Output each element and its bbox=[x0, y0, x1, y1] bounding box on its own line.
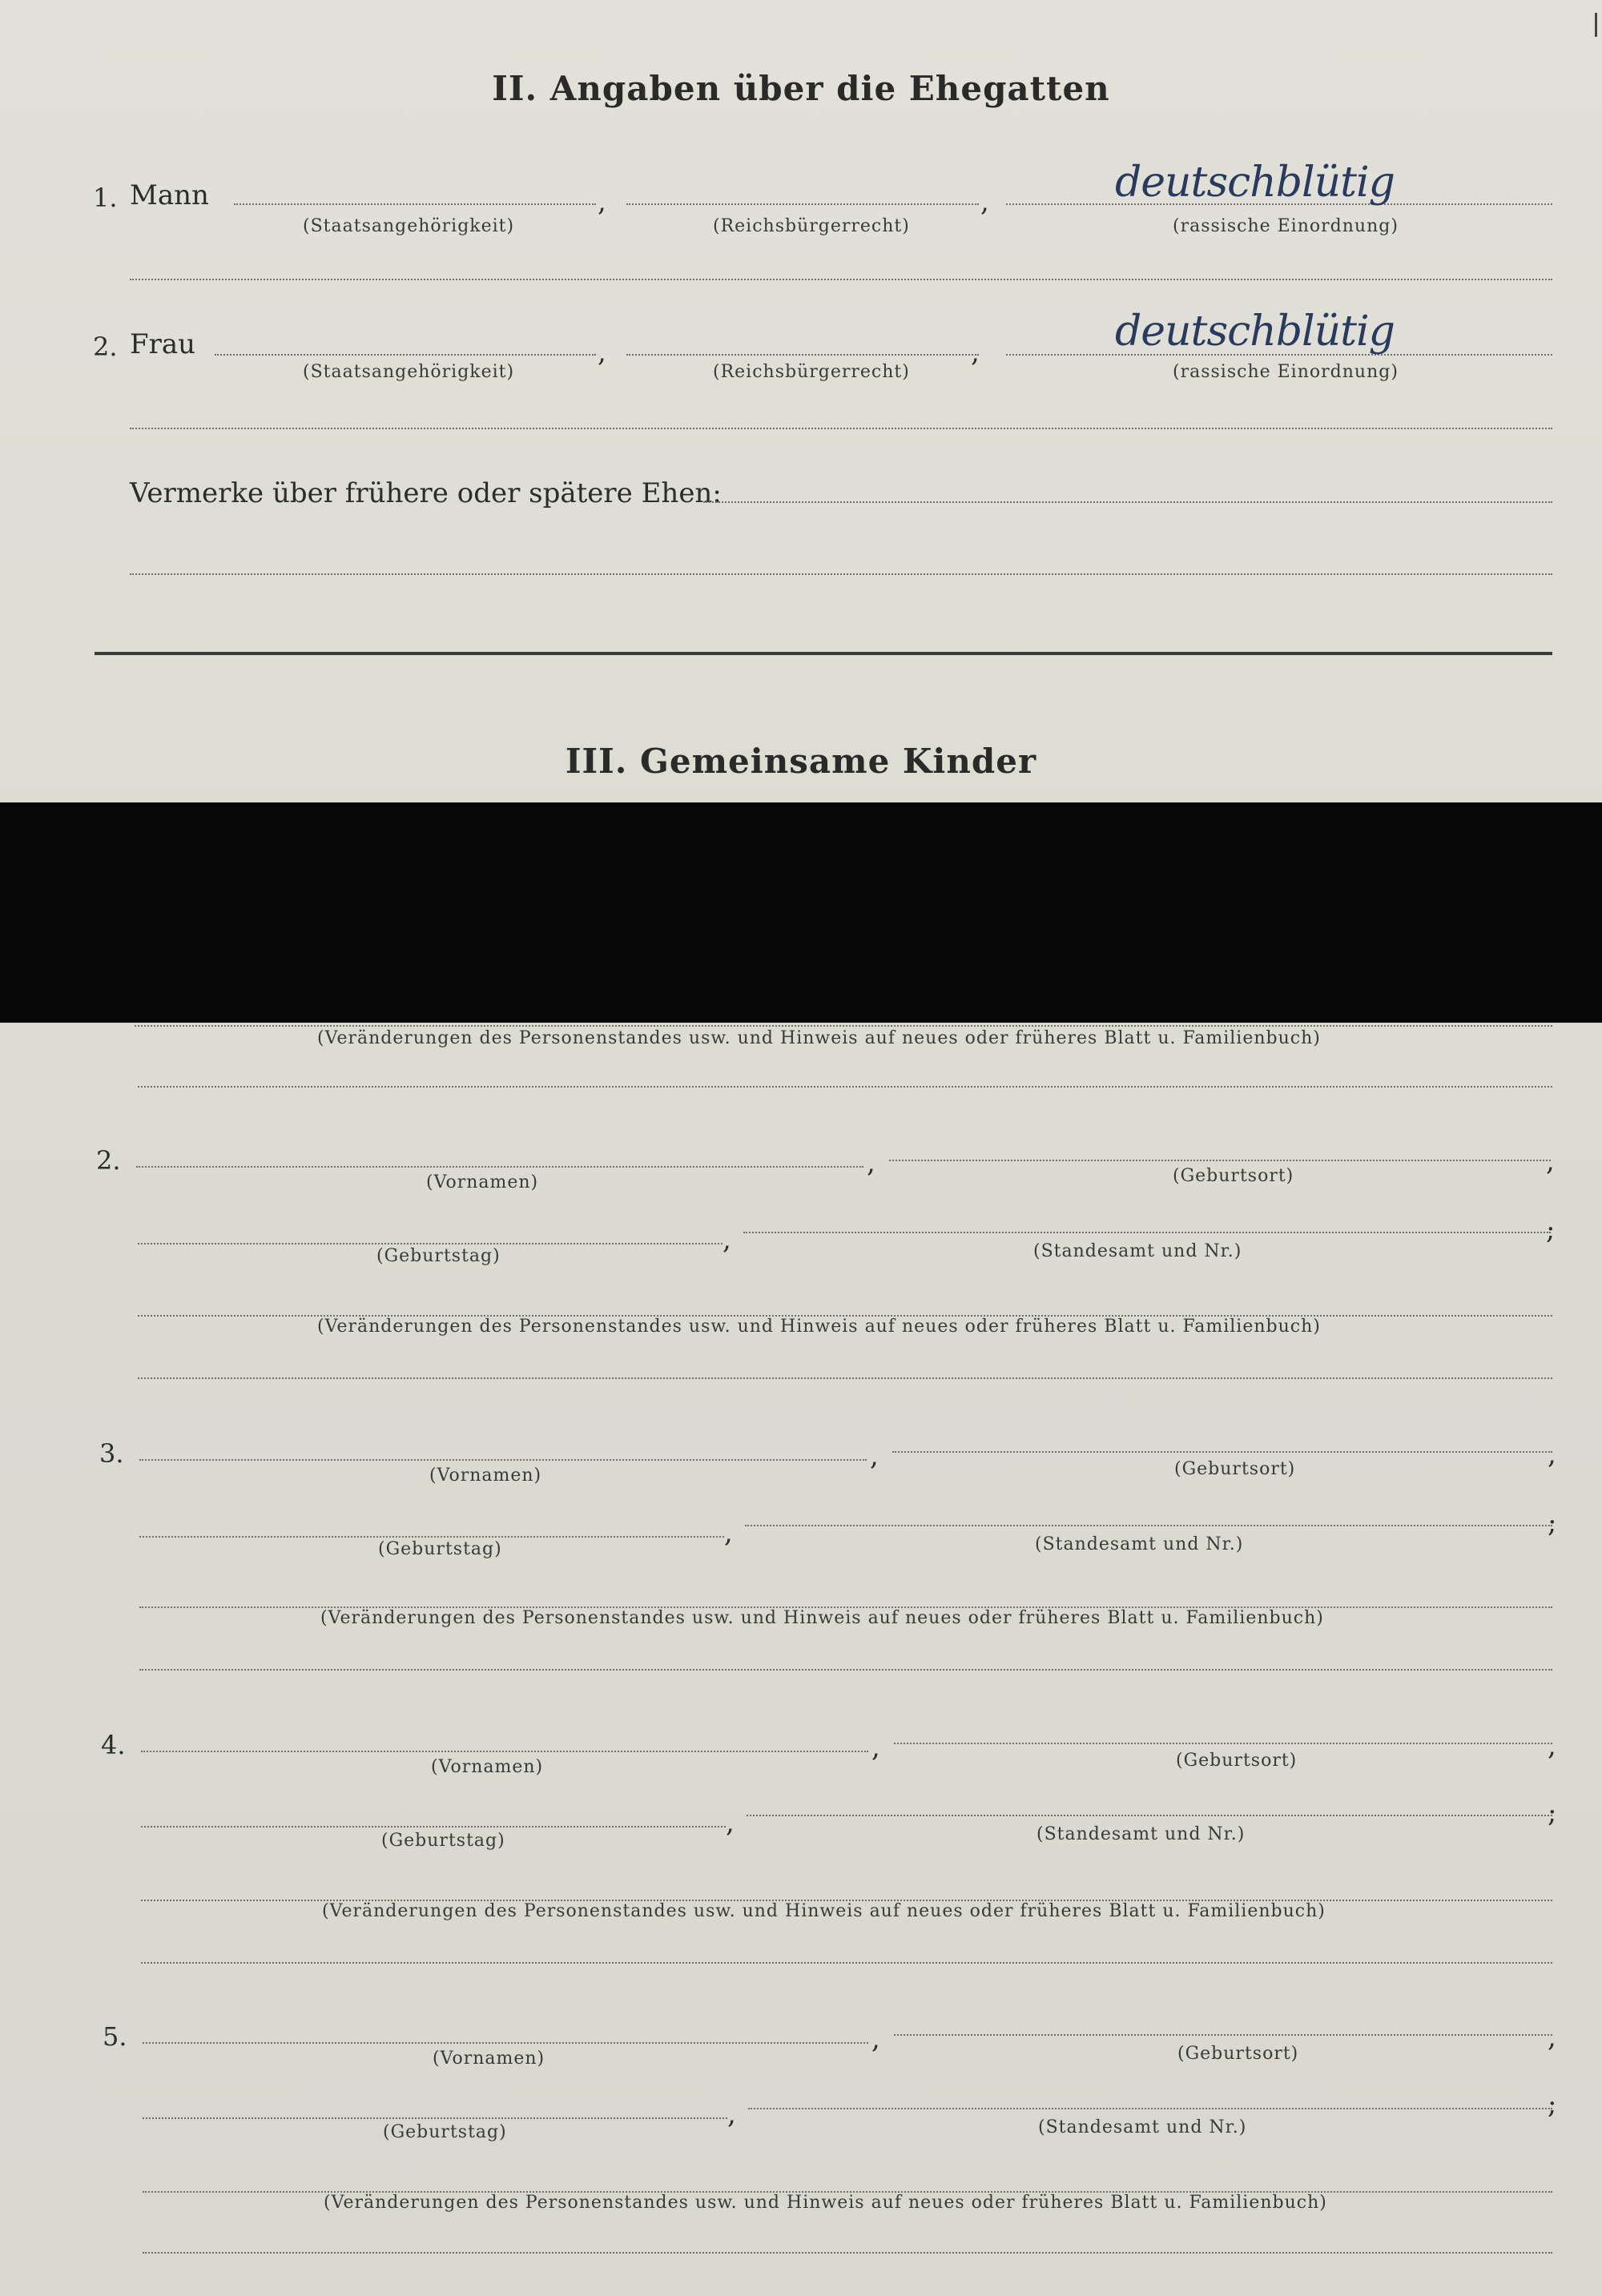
frau-reich-field[interactable] bbox=[626, 354, 979, 356]
section-divider bbox=[95, 652, 1552, 655]
caption-standesamt: (Standesamt und Nr.) bbox=[1035, 1534, 1244, 1554]
caption-standesamt: (Standesamt und Nr.) bbox=[1033, 1241, 1242, 1261]
mann-staat-field[interactable] bbox=[234, 203, 596, 205]
row-number: 1. bbox=[93, 183, 118, 213]
caption-change: (Veränderungen des Personenstandes usw. und Hinweis auf neues oder früheres Blatt u. Familienbuch) bbox=[317, 1317, 1321, 1337]
caption-change: (Veränderungen des Personenstandes usw. und Hinweis auf neues oder früheres Blatt u. Familienbuch) bbox=[324, 2193, 1327, 2213]
row-number: 2. bbox=[93, 332, 118, 362]
child-number: 3. bbox=[99, 1438, 124, 1469]
section-ii-heading: II. Angaben über die Ehegatten bbox=[492, 69, 1110, 108]
vermerke-extra-line[interactable] bbox=[130, 573, 1552, 575]
caption-reichsbuergerrecht: (Reichsbürgerrecht) bbox=[713, 362, 910, 382]
section-iii-heading: III. Gemeinsame Kinder bbox=[565, 742, 1037, 781]
geburtstag-field[interactable] bbox=[143, 2117, 727, 2119]
caption-reichsbuergerrecht: (Reichsbürgerrecht) bbox=[713, 216, 910, 236]
child-number: 4. bbox=[101, 1730, 126, 1760]
caption-standesamt: (Standesamt und Nr.) bbox=[1038, 2117, 1247, 2137]
vornamen-field[interactable] bbox=[143, 2042, 868, 2044]
standesamt-field[interactable] bbox=[743, 1232, 1551, 1233]
caption-geburtsort: (Geburtsort) bbox=[1176, 1751, 1298, 1771]
vornamen-field[interactable] bbox=[141, 1751, 868, 1752]
mann-reich-field[interactable] bbox=[626, 203, 979, 205]
frau-staat-field[interactable] bbox=[215, 354, 596, 356]
change-extra-line[interactable] bbox=[143, 2252, 1552, 2254]
mann-label: Mann bbox=[130, 179, 209, 211]
vornamen-field[interactable] bbox=[136, 1166, 863, 1168]
caption-vornamen: (Vornamen) bbox=[429, 1466, 542, 1486]
caption-geburtstag: (Geburtstag) bbox=[376, 1246, 501, 1266]
child-number: 2. bbox=[96, 1145, 121, 1176]
child-1-change-line[interactable] bbox=[138, 1086, 1552, 1088]
caption-geburtsort: (Geburtsort) bbox=[1174, 1459, 1296, 1479]
geburtsort-field[interactable] bbox=[894, 2034, 1552, 2036]
vermerke-field[interactable] bbox=[703, 501, 1552, 503]
vornamen-field[interactable] bbox=[139, 1459, 867, 1461]
standesamt-field[interactable] bbox=[748, 2108, 1552, 2109]
caption-vornamen: (Vornamen) bbox=[426, 1172, 539, 1192]
geburtstag-field[interactable] bbox=[141, 1826, 726, 1828]
geburtsort-field[interactable] bbox=[889, 1160, 1551, 1161]
child-number: 5. bbox=[103, 2021, 127, 2052]
frau-extra-line[interactable] bbox=[130, 428, 1552, 429]
mann-handwritten-entry: deutschblütig bbox=[1115, 159, 1395, 207]
caption-change: (Veränderungen des Personenstandes usw. und Hinweis auf neues oder früheres Blatt u. Familienbuch) bbox=[320, 1608, 1324, 1628]
standesamt-field[interactable] bbox=[745, 1525, 1552, 1526]
child-1-line[interactable] bbox=[135, 1025, 1552, 1027]
caption-rassische-einordnung: (rassische Einordnung) bbox=[1173, 216, 1399, 236]
caption-geburtstag: (Geburtstag) bbox=[381, 1831, 505, 1851]
change-extra-line[interactable] bbox=[138, 1377, 1552, 1379]
change-caption: (Veränderungen des Personenstandes usw. und Hinweis auf neues oder früheres Blatt u. Familienbuch) bbox=[317, 1028, 1321, 1048]
caption-change: (Veränderungen des Personenstandes usw. und Hinweis auf neues oder früheres Blatt u. Familienbuch) bbox=[322, 1901, 1326, 1921]
mann-extra-line[interactable] bbox=[130, 279, 1552, 280]
change-extra-line[interactable] bbox=[141, 1962, 1552, 1964]
scan-edge-mark bbox=[1595, 13, 1597, 37]
caption-vornamen: (Vornamen) bbox=[431, 1757, 544, 1777]
caption-geburtsort: (Geburtsort) bbox=[1173, 1166, 1294, 1186]
geburtsort-field[interactable] bbox=[894, 1743, 1552, 1744]
caption-staatsangehoerigkeit: (Staatsangehörigkeit) bbox=[303, 216, 515, 236]
redaction-bar bbox=[0, 802, 1602, 1023]
caption-geburtstag: (Geburtstag) bbox=[378, 1539, 502, 1559]
frau-label: Frau bbox=[130, 328, 196, 360]
geburtsort-field[interactable] bbox=[892, 1451, 1552, 1453]
caption-geburtsort: (Geburtsort) bbox=[1177, 2044, 1299, 2064]
caption-staatsangehoerigkeit: (Staatsangehörigkeit) bbox=[303, 362, 515, 382]
caption-rassische-einordnung: (rassische Einordnung) bbox=[1173, 362, 1399, 382]
vermerke-label: Vermerke über frühere oder spätere Ehen: bbox=[130, 477, 722, 509]
caption-geburtstag: (Geburtstag) bbox=[383, 2122, 507, 2142]
change-extra-line[interactable] bbox=[139, 1669, 1552, 1671]
caption-vornamen: (Vornamen) bbox=[433, 2049, 545, 2069]
form-page: II. Angaben über die Ehegatten 1. Mann , , deutschblütig (Staatsangehörigkeit) (Reichsbürgerrecht) (rassische Einordnung) 2. Frau , , deutschblütig (Staatsangehörigkeit) (Reichsbürgerrecht) (rassische Einordnung) Vermerke über frühere oder spätere Ehen: III. Gemeinsame Kinder (Veränderungen des Personenstandes usw. und Hinweis auf neues oder früheres Blatt u. Familienbuch) 2. , , (Vornamen) (Geburtsort) , ; (Geburtstag) (Standesamt und Nr.) (Veränderungen des Personenstandes usw. und Hinweis auf neues oder früheres Blatt u. Familienbuch) 3. , , (Vornamen) (Geburtsort) , ; (Geburtstag) (Standesamt und Nr.) (Veränderungen des Personenstandes usw. und Hinweis auf neues oder früheres Blatt u. Familienbuch) 4. , , (Vornamen) (Geburtsort) , ; (Geburtstag) (Standesamt und Nr.) (Veränderungen des Personenstandes usw. und Hinweis auf neues oder früheres Blatt u. Familienbuch) 5. , , (Vornamen) (Geburtsort) , ; (Geburtstag) (Standesamt und Nr.) (Veränderungen des Personenstandes usw. und Hinweis auf neues oder früheres Blatt u. Familienbuch) bbox=[0, 0, 1602, 2296]
geburtstag-field[interactable] bbox=[138, 1243, 723, 1245]
frau-handwritten-entry: deutschblütig bbox=[1115, 308, 1395, 356]
caption-standesamt: (Standesamt und Nr.) bbox=[1036, 1824, 1246, 1844]
standesamt-field[interactable] bbox=[747, 1815, 1552, 1816]
geburtstag-field[interactable] bbox=[139, 1536, 724, 1538]
